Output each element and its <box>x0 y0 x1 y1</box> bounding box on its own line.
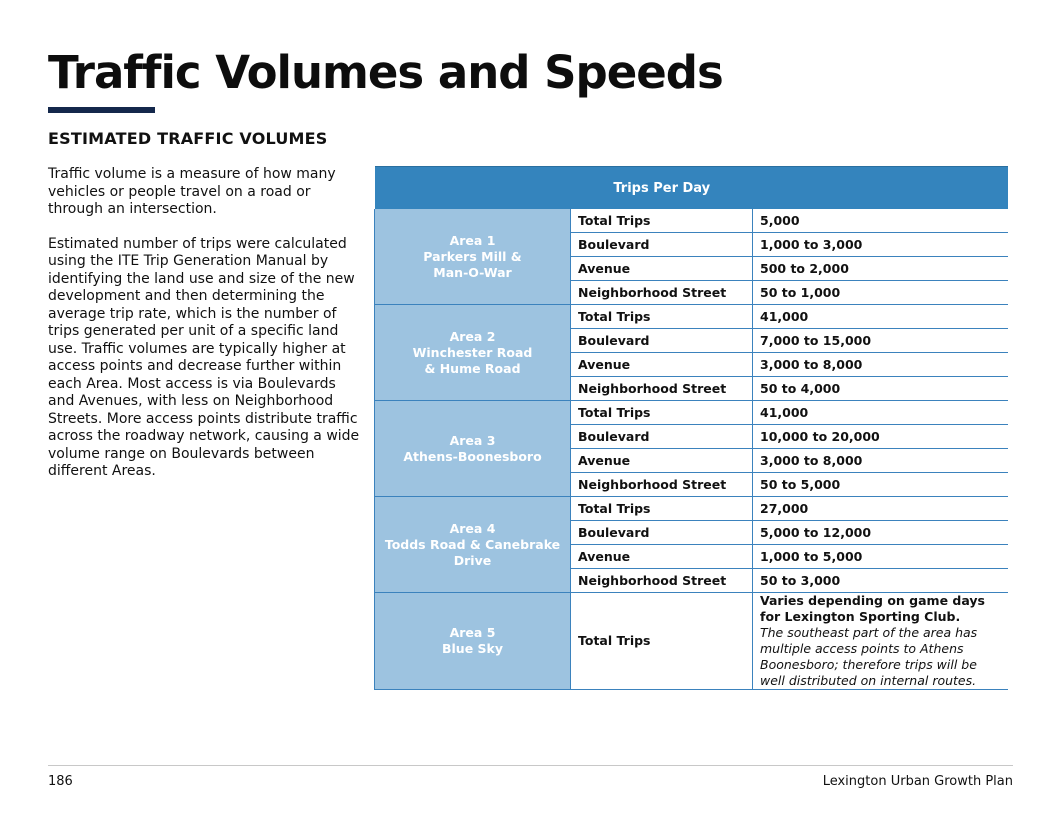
paragraph-1: Traffic volume is a measure of how many vehicles or people travel on a road or through an intersection. <box>48 166 336 217</box>
area-1-cell <box>375 209 571 305</box>
category-cell: Total Trips <box>571 401 753 425</box>
area-3-location: Athens-Boonesboro <box>403 448 542 464</box>
area-5-name: Area 5 <box>449 625 496 640</box>
area-1-name: Area 1 <box>449 232 496 248</box>
category-cell: Boulevard <box>571 329 753 353</box>
category-cell: Neighborhood Street <box>571 569 753 593</box>
category-cell: Neighborhood Street <box>571 377 753 401</box>
paragraph-2: Estimated number of trips were calculated using the ITE Trip Generation Manual by identifying the land use and size of the new development and then determining the average trip rate, which is the number of trips generated per unit of a specific land use. Traffic volumes are typically higher at access points and decrease further within each Area. Most access is via Boulevards and Avenues, with less on Neighborhood Streets. More access points distribute traffic across the roadway network, causing a wide volume range on Boulevards between different Areas. <box>48 235 360 479</box>
area-2-name: Area 2 <box>449 328 496 344</box>
title-underline <box>48 107 155 113</box>
category-cell: Boulevard <box>571 425 753 449</box>
table-row <box>375 593 1009 690</box>
area-3-name: Area 3 <box>449 432 496 448</box>
area-4-cell <box>375 497 571 593</box>
category-cell: Avenue <box>571 449 753 473</box>
category-cell: Neighborhood Street <box>571 281 753 305</box>
area-1-location: Parkers Mill & Man-O-War <box>423 248 522 280</box>
category-cell: Avenue <box>571 257 753 281</box>
header-spacer <box>375 167 571 210</box>
area-5-location: Blue Sky <box>441 641 503 656</box>
area-5-cell <box>375 593 571 690</box>
value-cell: 7,000 to 15,000 <box>753 329 1009 353</box>
value-cell: 3,000 to 8,000 <box>753 449 1009 473</box>
area-5-note: The southeast part of the area has multiple access points to Athens Boonesboro; therefore trips will be well distributed on internal routes. <box>760 625 978 688</box>
value-cell: 1,000 to 3,000 <box>753 233 1009 257</box>
value-cell: 50 to 1,000 <box>753 281 1009 305</box>
area-3-cell <box>375 401 571 497</box>
area-4-name: Area 4 <box>449 520 496 536</box>
section-subtitle: ESTIMATED TRAFFIC VOLUMES <box>48 129 328 148</box>
table-row <box>375 209 1009 233</box>
value-cell: 5,000 <box>753 209 1009 233</box>
category-cell: Total Trips <box>571 209 753 233</box>
trips-per-day-table <box>374 166 1008 690</box>
value-cell: 41,000 <box>753 401 1009 425</box>
area-4-location: Todds Road & Canebrake Drive <box>384 536 561 568</box>
value-cell: 50 to 4,000 <box>753 377 1009 401</box>
intro-text <box>48 166 360 498</box>
category-cell: Total Trips <box>571 497 753 521</box>
page-title: Traffic Volumes and Speeds <box>48 46 723 99</box>
category-cell: Boulevard <box>571 521 753 545</box>
table-row <box>375 305 1009 329</box>
area-5-value: Varies depending on game days for Lexington Sporting Club. <box>760 593 985 624</box>
category-cell: Total Trips <box>571 305 753 329</box>
value-cell: 3,000 to 8,000 <box>753 353 1009 377</box>
category-cell: Avenue <box>571 353 753 377</box>
table-header-row <box>375 167 1009 210</box>
value-cell: 41,000 <box>753 305 1009 329</box>
table-row <box>375 497 1009 521</box>
area-5-value-cell <box>753 593 1009 690</box>
page-number: 186 <box>48 774 73 789</box>
value-cell: 10,000 to 20,000 <box>753 425 1009 449</box>
value-cell: 50 to 3,000 <box>753 569 1009 593</box>
table-row <box>375 401 1009 425</box>
footer-divider <box>48 765 1013 766</box>
header-trips-per-day <box>571 167 1009 210</box>
category-cell: Avenue <box>571 545 753 569</box>
header-label: Trips Per Day <box>613 180 711 196</box>
category-cell: Total Trips <box>571 593 753 690</box>
area-2-location: Winchester Road & Hume Road <box>412 344 533 376</box>
area-2-cell <box>375 305 571 401</box>
value-cell: 50 to 5,000 <box>753 473 1009 497</box>
value-cell: 1,000 to 5,000 <box>753 545 1009 569</box>
value-cell: 5,000 to 12,000 <box>753 521 1009 545</box>
category-cell: Neighborhood Street <box>571 473 753 497</box>
value-cell: 500 to 2,000 <box>753 257 1009 281</box>
value-cell: 27,000 <box>753 497 1009 521</box>
document-title: Lexington Urban Growth Plan <box>822 774 1013 789</box>
category-cell: Boulevard <box>571 233 753 257</box>
